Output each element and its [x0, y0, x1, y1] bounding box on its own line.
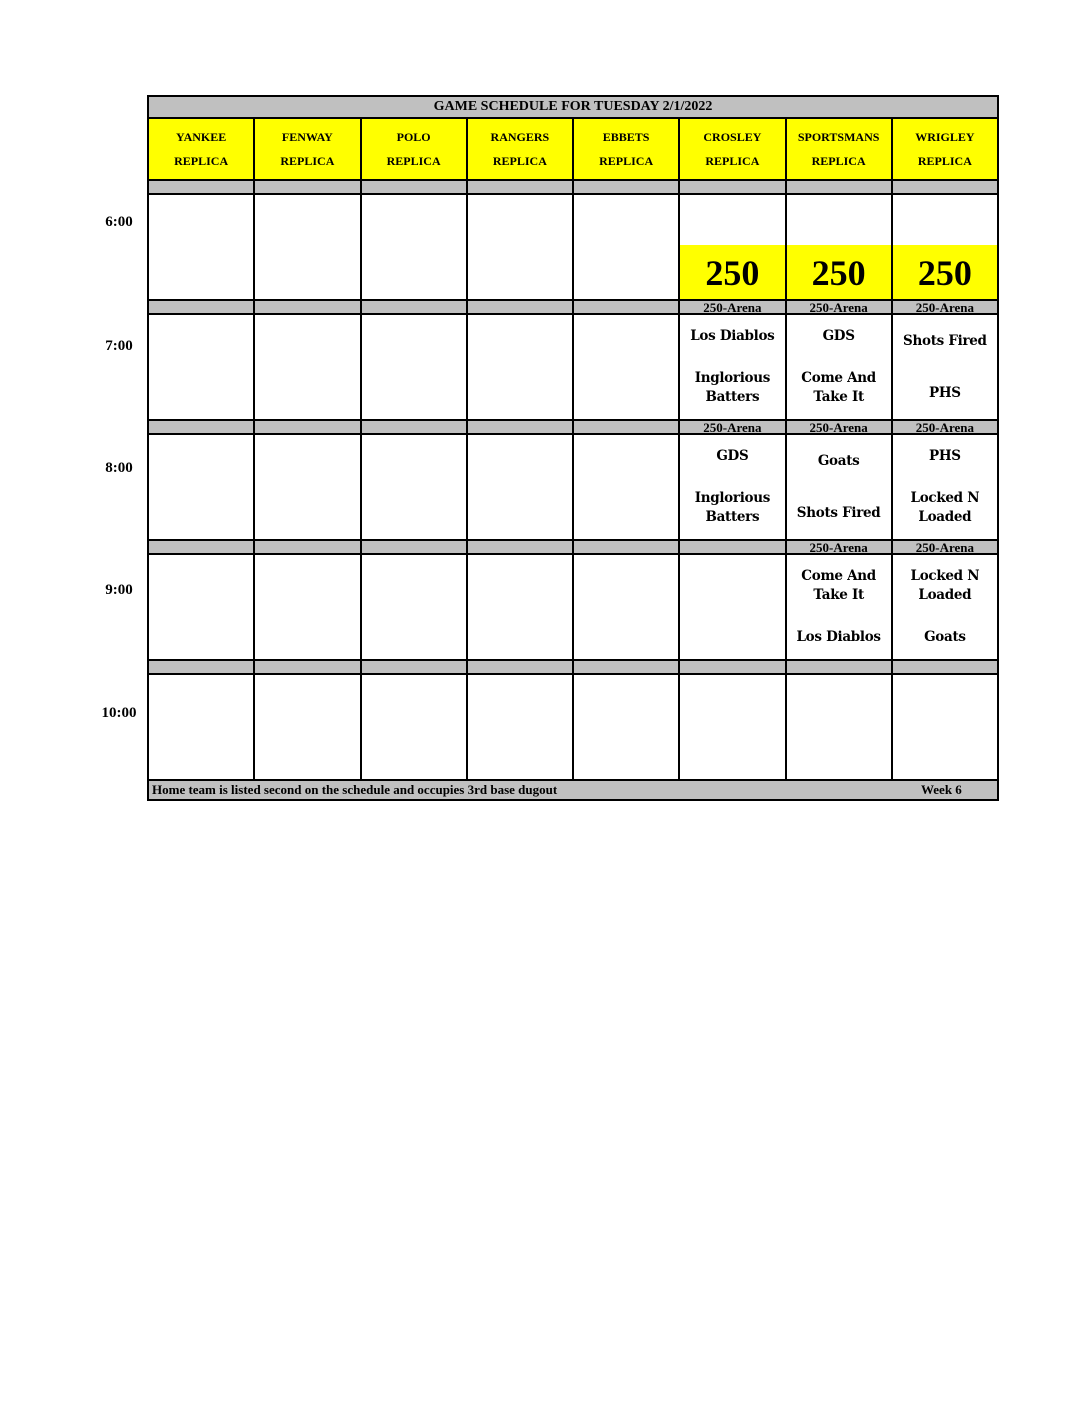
home-team: Los Diablos: [796, 629, 881, 646]
field-yankee: YANKEE REPLICA: [148, 118, 254, 180]
separator-row: [148, 540, 998, 554]
slot-cell-sportsmans-600: [786, 194, 892, 300]
slot-row-1000: [148, 674, 998, 780]
footer-note: Home team is listed second on the schedule and occupies 3rd base dugout: [152, 782, 558, 797]
slot-cell: [361, 554, 467, 660]
game-wrigley-800: [892, 434, 998, 540]
slot-cell: [786, 674, 892, 780]
field-header-row: [148, 118, 998, 180]
slot-row-900: [148, 554, 998, 660]
schedule-footer: [148, 780, 998, 800]
slot-row-600: [148, 194, 998, 300]
division-badge: 250: [893, 245, 997, 299]
field-wrigley: WRIGLEY REPLICA: [892, 118, 998, 180]
home-team: PHS: [928, 384, 961, 401]
division-badge: 250: [787, 245, 891, 299]
slot-cell: [148, 194, 254, 300]
time-label-1000: 10:00: [101, 705, 137, 721]
separator-row: [148, 420, 998, 434]
field-sportsmans: SPORTSMANS REPLICA: [786, 118, 892, 180]
division-badge: 250: [680, 245, 784, 299]
slot-cell: [679, 554, 785, 660]
slot-cell: [467, 194, 573, 300]
slot-row-700: [148, 314, 998, 420]
slot-cell: [361, 194, 467, 300]
slot-cell: [254, 674, 360, 780]
slot-cell: [573, 314, 679, 420]
slot-cell: [573, 554, 679, 660]
away-team: Come And Take It: [801, 567, 876, 603]
time-label-800: 8:00: [105, 460, 133, 476]
home-team: Come And Take It: [801, 370, 876, 406]
slot-cell-wrigley-600: [892, 194, 998, 300]
slot-cell: [892, 674, 998, 780]
slot-cell-crosley-600: [679, 194, 785, 300]
slot-cell: [467, 554, 573, 660]
arena-label: 250-Arena: [703, 300, 762, 314]
away-team: Shots Fired: [903, 332, 987, 349]
game-crosley-800: [679, 434, 785, 540]
slot-cell: [254, 194, 360, 300]
slot-cell: [254, 314, 360, 420]
home-team: Locked N Loaded: [910, 490, 980, 526]
slot-cell: [148, 314, 254, 420]
home-team: Inglorious Batters: [694, 370, 771, 406]
slot-cell: [148, 554, 254, 660]
slot-row-800: [148, 434, 998, 540]
arena-label: 250-Arena: [809, 540, 868, 554]
game-sportsmans-900: [786, 554, 892, 660]
game-wrigley-900: [892, 554, 998, 660]
slot-cell: [148, 434, 254, 540]
home-team: Shots Fired: [796, 504, 881, 521]
separator-row: [148, 180, 998, 194]
field-rangers: RANGERS REPLICA: [467, 118, 573, 180]
slot-cell: [254, 554, 360, 660]
away-team: GDS: [822, 327, 855, 344]
arena-label: 250-Arena: [915, 300, 974, 314]
slot-cell: [573, 434, 679, 540]
arena-label: 250-Arena: [809, 300, 868, 314]
game-sportsmans-700: [786, 314, 892, 420]
slot-cell: [361, 314, 467, 420]
away-team: PHS: [928, 447, 961, 464]
separator-row: [148, 300, 998, 314]
away-team: Goats: [817, 452, 860, 469]
slot-cell: [573, 194, 679, 300]
game-sportsmans-800: [786, 434, 892, 540]
slot-cell: [361, 434, 467, 540]
time-label-700: 7:00: [105, 338, 133, 354]
separator-row: [148, 660, 998, 674]
time-label-600: 6:00: [105, 214, 133, 230]
field-crosley: CROSLEY REPLICA: [679, 118, 785, 180]
away-team: GDS: [716, 447, 749, 464]
slot-cell: [573, 674, 679, 780]
slot-cell: [467, 434, 573, 540]
slot-cell: [467, 314, 573, 420]
arena-label: 250-Arena: [915, 420, 974, 434]
field-ebbets: EBBETS REPLICA: [573, 118, 679, 180]
time-label-900: 9:00: [105, 582, 133, 598]
slot-cell: [361, 674, 467, 780]
away-team: Locked N Loaded: [910, 567, 980, 603]
slot-cell: [254, 434, 360, 540]
home-team: Inglorious Batters: [694, 490, 771, 526]
arena-label: 250-Arena: [915, 540, 974, 554]
schedule-table: [147, 95, 999, 801]
away-team: Los Diablos: [690, 327, 775, 344]
slot-cell: [148, 674, 254, 780]
slot-cell: [467, 674, 573, 780]
game-wrigley-700: [892, 314, 998, 420]
arena-label: 250-Arena: [809, 420, 868, 434]
field-fenway: FENWAY REPLICA: [254, 118, 360, 180]
schedule-title: GAME SCHEDULE FOR TUESDAY 2/1/2022: [148, 96, 998, 118]
slot-cell: [679, 674, 785, 780]
home-team: Goats: [924, 629, 966, 646]
game-crosley-700: [679, 314, 785, 420]
week-label: Week 6: [921, 782, 962, 797]
field-polo: POLO REPLICA: [361, 118, 467, 180]
arena-label: 250-Arena: [703, 420, 762, 434]
